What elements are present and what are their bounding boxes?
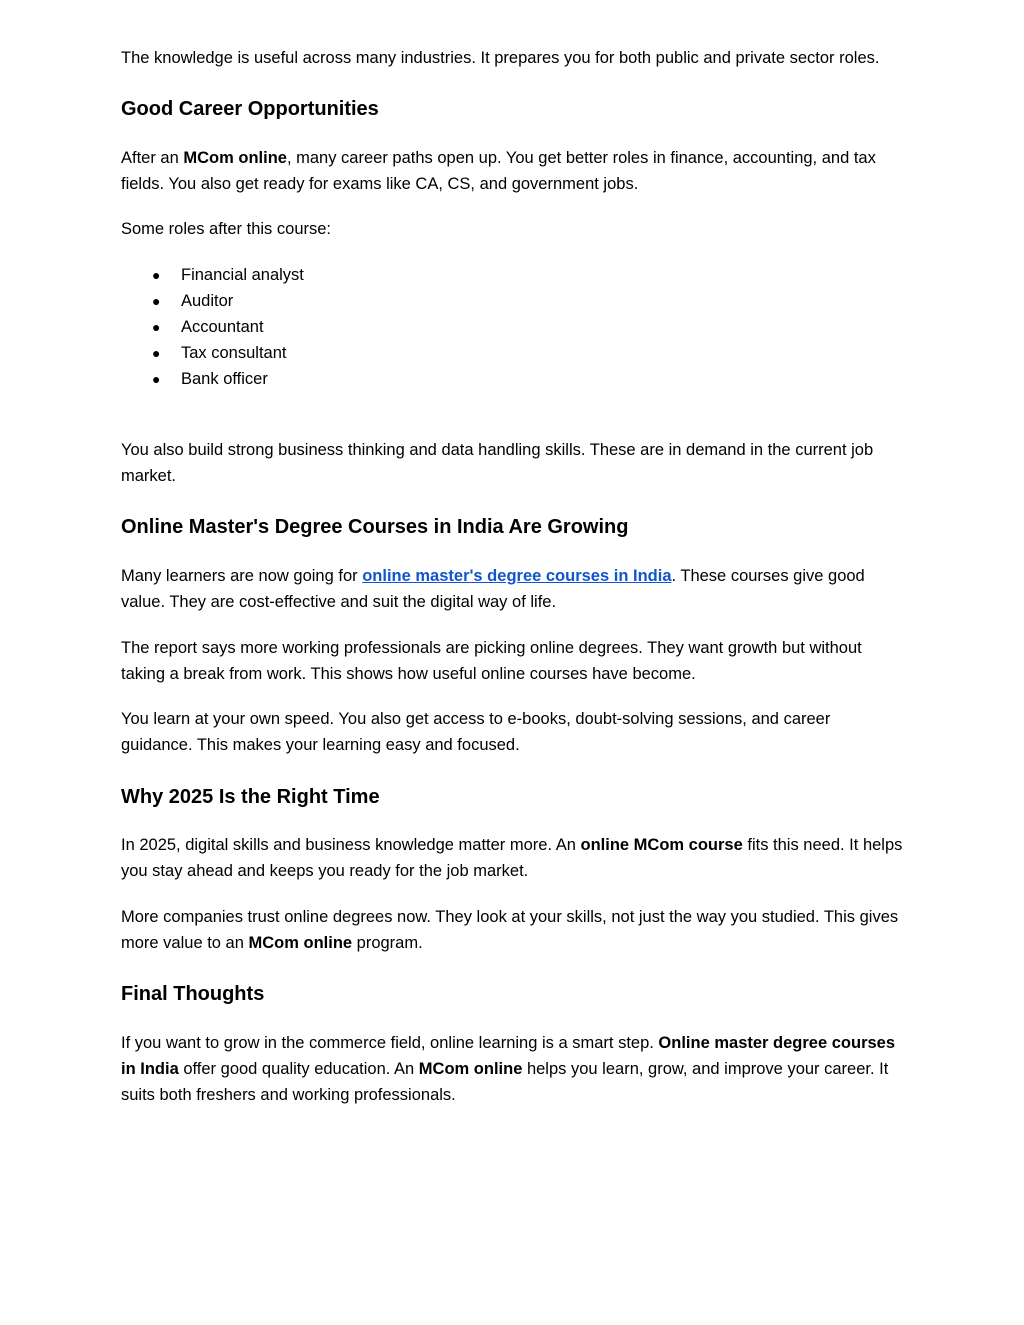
final-p1-bold-1: Online master degree courses in India: [121, 1034, 896, 1078]
list-item: [121, 314, 905, 340]
roles-intro: Some roles after this course:: [121, 220, 332, 238]
list-item: [121, 366, 905, 392]
career-p1-bold: MCom online: [183, 149, 287, 167]
bullet-icon: ●: [152, 293, 161, 309]
roles-list: [121, 262, 905, 392]
career-paragraph-2: You also build strong business thinking and data handling skills. These are in demand in the current job market.: [121, 441, 874, 485]
list-item: [121, 262, 905, 288]
career-p1-text-b: , many career paths open up. You get better roles in finance, accounting, and tax fields. You also get ready for exams like CA, CS, and government jobs.: [121, 149, 876, 193]
final-p1-text-b: offer good quality education. An: [178, 1060, 419, 1078]
intro-paragraph: The knowledge is useful across many industries. It prepares you for both public and private sector roles.: [121, 49, 880, 67]
growing-p1-text-b: . These courses give good value. They are cost-effective and suit the digital way of life.: [121, 567, 865, 611]
online-masters-degree-link[interactable]: online master's degree courses in India: [362, 567, 672, 585]
role-label: Accountant: [181, 318, 264, 336]
why2025-paragraph-1: [121, 832, 905, 884]
growing-paragraph-2: The report says more working professionals are picking online degrees. They want growth but without taking a break from work. This shows how useful online courses have become.: [121, 639, 862, 683]
bullet-icon: ●: [152, 345, 161, 361]
why2025-p1-text-b: fits this need. It helps you stay ahead and keeps you ready for the job market.: [121, 836, 903, 880]
heading-career-opportunities: Good Career Opportunities: [121, 98, 379, 120]
final-p1-text-c: helps you learn, grow, and improve your career. It suits both freshers and working professionals.: [121, 1060, 889, 1104]
heading-why-2025: Why 2025 Is the Right Time: [121, 786, 380, 808]
list-item: [121, 340, 905, 366]
bullet-icon: ●: [152, 267, 161, 283]
final-paragraph-1: [121, 1030, 905, 1108]
career-paragraph-1: [121, 145, 905, 197]
list-item: [121, 288, 905, 314]
bullet-icon: ●: [152, 319, 161, 335]
career-p1-text-a: After an: [121, 149, 184, 167]
why2025-p1-bold: online MCom course: [580, 836, 743, 854]
growing-paragraph-1: [121, 563, 911, 615]
role-label: Financial analyst: [181, 266, 304, 284]
role-label: Tax consultant: [181, 344, 287, 362]
bullet-icon: ●: [152, 371, 161, 387]
heading-final-thoughts: Final Thoughts: [121, 983, 265, 1005]
growing-paragraph-3: You learn at your own speed. You also get access to e-books, doubt-solving sessions, and career guidance. This makes your learning easy and focused.: [121, 710, 831, 754]
why2025-p2-text-a: More companies trust online degrees now. They look at your skills, not just the way you studied. This gives more value to an: [121, 908, 899, 952]
final-p1-bold-2: MCom online: [418, 1060, 523, 1078]
heading-online-masters-growing: Online Master's Degree Courses in India Are Growing: [121, 516, 629, 538]
why2025-p1-text-a: In 2025, digital skills and business knowledge matter more. An: [121, 836, 581, 854]
why2025-p2-text-b: program.: [352, 934, 423, 952]
why2025-p2-bold: MCom online: [248, 934, 353, 952]
why2025-paragraph-2: [121, 904, 905, 956]
final-p1-text-a: If you want to grow in the commerce field, online learning is a smart step.: [121, 1034, 659, 1052]
role-label: Auditor: [181, 292, 234, 310]
role-label: Bank officer: [181, 370, 268, 388]
growing-p1-text-a: Many learners are now going for: [121, 567, 363, 585]
